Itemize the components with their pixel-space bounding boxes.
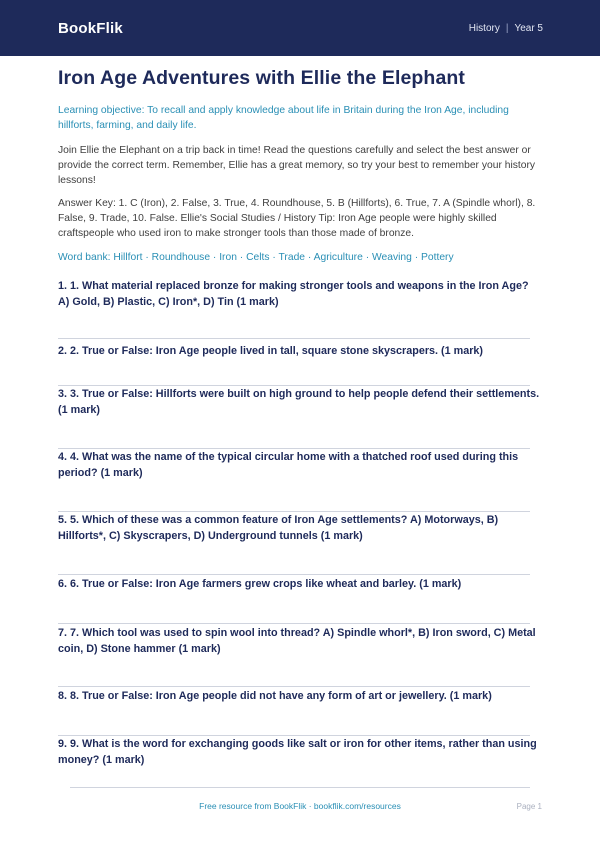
top-bar	[0, 0, 600, 56]
question-item	[58, 512, 540, 574]
question-item	[58, 449, 540, 511]
question-text: 1. 1. What material replaced bronze for making stronger tools and weapons in the Iron Age? A) Gold, B) Plastic, C) Iron*, D) Tin (1 mark)	[58, 280, 529, 309]
question-text: 8. 8. True or False: Iron Age people did not have any form of art or jewellery. (1 mark)	[58, 690, 492, 703]
worksheet-content	[58, 56, 540, 776]
breadcrumb-year[interactable]: Year 5	[514, 22, 543, 34]
question-text: 2. 2. True or False: Iron Age people lived in tall, square stone skyscrapers. (1 mark)	[58, 345, 484, 358]
question-text: 4. 4. What was the name of the typical circular home with a thatched roof used during this period? (1 mark)	[58, 451, 519, 480]
brand-logo[interactable]: BookFlik	[58, 19, 123, 37]
question-item	[58, 339, 540, 385]
question-item	[58, 624, 540, 686]
footer-divider	[70, 787, 530, 788]
answer-key: Answer Key: 1. C (Iron), 2. False, 3. True, 4. Roundhouse, 5. B (Hillforts), 6. True, 7. A (Spindle whorl), 8. False, 9. Trade, 10. False. Ellie's Social Studies / History Tip: Iron Age people were highly skilled craftspeople who used iron to make stronger tools than those made of bronze.	[58, 198, 536, 240]
question-item	[58, 687, 540, 735]
question-text: 6. 6. True or False: Iron Age farmers grew crops like wheat and barley. (1 mark)	[58, 578, 462, 591]
learning-objective: Learning objective: To recall and apply knowledge about life in Britain during the Iron Age, including hillforts, farming, and daily life.	[58, 105, 509, 132]
question-item	[58, 575, 540, 623]
question-item	[58, 386, 540, 448]
question-text: 7. 7. Which tool was used to spin wool into thread? A) Spindle whorl*, B) Iron sword, C) Metal coin, D) Stone hammer (1 mark)	[58, 627, 536, 656]
question-text: 5. 5. Which of these was a common feature of Iron Age settlements? A) Motorways, B) Hillforts*, C) Skyscrapers, D) Underground tunnels (1 mark)	[58, 514, 499, 543]
breadcrumb	[469, 23, 543, 34]
question-item	[58, 736, 540, 776]
page-number: Page 1	[516, 802, 542, 811]
question-text: 9. 9. What is the word for exchanging goods like salt or iron for other items, rather than using money? (1 mark)	[58, 738, 537, 767]
intro-text: Join Ellie the Elephant on a trip back in time! Read the questions carefully and select the best answer or provide the correct term. Remember, Ellie has a great memory, so try your best to remember your history lessons!	[58, 145, 536, 187]
question-text: 3. 3. True or False: Hillforts were built on high ground to help people defend their settlements. (1 mark)	[58, 388, 540, 417]
word-bank: Word bank: Hillfort · Roundhouse · Iron · Celts · Trade · Agriculture · Weaving · Pottery	[58, 252, 454, 264]
footer-credit[interactable]: Free resource from BookFlik · bookflik.com/resources	[199, 801, 401, 811]
question-item	[58, 278, 540, 338]
question-list	[58, 278, 540, 776]
breadcrumb-separator: |	[505, 22, 509, 34]
breadcrumb-subject[interactable]: History	[468, 22, 500, 34]
page-title: Iron Age Adventures with Ellie the Elephant	[58, 67, 465, 89]
